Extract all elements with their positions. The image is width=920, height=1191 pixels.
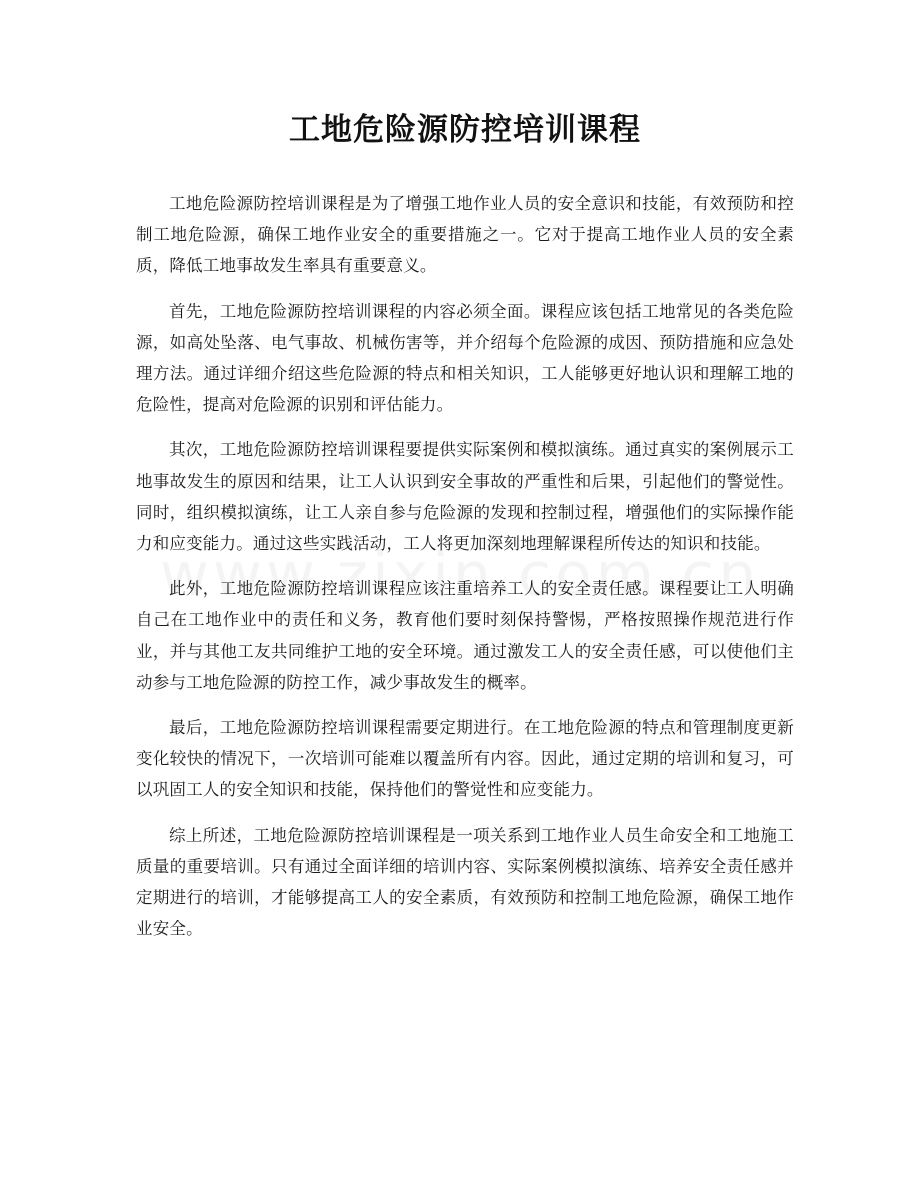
paragraph-intro: 工地危险源防控培训课程是为了增强工地作业人员的安全意识和技能，有效预防和控制工地危险源，确保工地作业安全的重要措施之一。它对于提高工地作业人员的安全素质，降低工地事故发生率具有重要意义。 bbox=[136, 194, 794, 276]
paragraph-responsibility: 此外，工地危险源防控培训课程应该注重培养工人的安全责任感。课程要让工人明确自己在工地作业中的责任和义务，教育他们要时刻保持警惕，严格按照操作规范进行作业，并与其他工友共同维护工地的安全环境。通过激发工人的安全责任感，可以使他们主动参与工地危险源的防控工作，减少事故发生的概率。 bbox=[136, 579, 794, 692]
paragraph-content: 首先，工地危险源防控培训课程的内容必须全面。课程应该包括工地常见的各类危险源，如高处坠落、电气事故、机械伤害等，并介绍每个危险源的成因、预防措施和应急处理方法。通过详细介绍这些危险源的特点和相关知识，工人能够更好地认识和理解工地的危险性，提高对危险源的识别和评估能力。 bbox=[136, 301, 794, 415]
document-title: 工地危险源防控培训课程 bbox=[289, 112, 641, 148]
paragraph-cases: 其次，工地危险源防控培训课程要提供实际案例和模拟演练。通过真实的案例展示工地事故发生的原因和结果，让工人认识到安全事故的严重性和后果，引起他们的警觉性。同时，组织模拟演练，让工人亲自参与危险源的发现和控制过程，增强他们的实际操作能力和应变能力。通过这些实践活动，工人将更加深刻地理解课程所传达的知识和技能。 bbox=[136, 440, 794, 554]
paragraph-periodic: 最后，工地危险源防控培训课程需要定期进行。在工地危险源的特点和管理制度更新变化较快的情况下，一次培训可能难以覆盖所有内容。因此，通过定期的培训和复习，可以巩固工人的安全知识和技能，保持他们的警觉性和应变能力。 bbox=[136, 718, 794, 800]
paragraph-conclusion: 综上所述，工地危险源防控培训课程是一项关系到工地作业人员生命安全和工地施工质量的重要培训。只有通过全面详细的培训内容、实际案例模拟演练、培养安全责任感并定期进行的培训，才能够提高工人的安全素质，有效预防和控制工地危险源，确保工地作业安全。 bbox=[136, 825, 794, 939]
